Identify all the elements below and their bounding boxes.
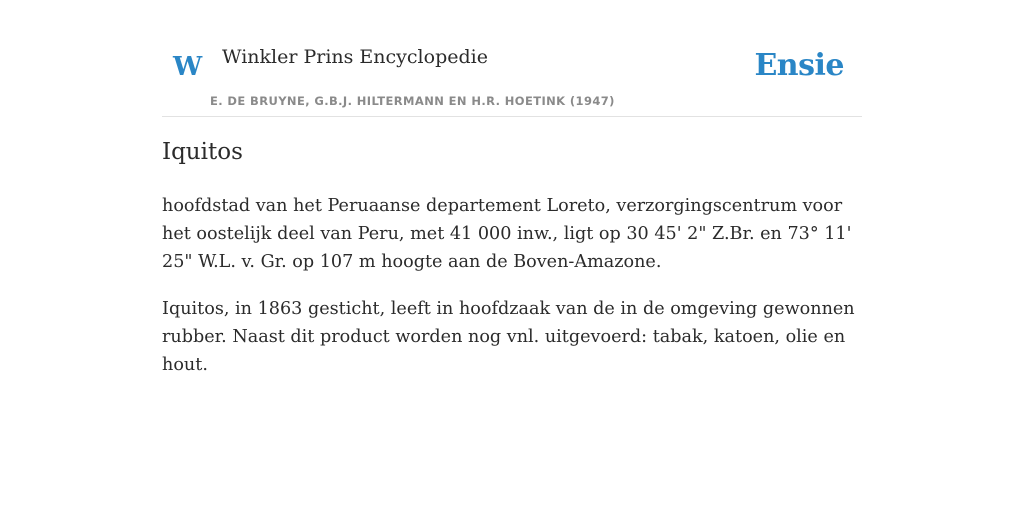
encyclopedia-title[interactable]: Winkler Prins Encyclopedie	[222, 46, 488, 68]
source-header	[162, 0, 862, 117]
article-headword: Iquitos	[162, 139, 243, 165]
article-body	[162, 192, 862, 398]
encyclopedia-logo-link[interactable]: W	[173, 52, 203, 82]
article-paragraph: hoofdstad van het Peruaanse departement Loreto, verzorgingscentrum voor het oostelijk deel van Peru, met 41 000 inw., ligt op 30 45' 2" Z.Br. en 73° 11' 25" W.L. v. Gr. op 107 m hoogte aan de Boven-Amazone.	[162, 196, 852, 272]
authors-line: E. DE BRUYNE, G.B.J. HILTERMANN EN H.R. HOETINK (1947)	[210, 94, 615, 108]
ensie-brand-link[interactable]: Ensie	[754, 48, 844, 83]
article-paragraph: Iquitos, in 1863 gesticht, leeft in hoofdzaak van de in de omgeving gewonnen rubber. Naast dit product worden nog vnl. uitgevoerd: tabak, katoen, olie en hout.	[162, 299, 855, 375]
